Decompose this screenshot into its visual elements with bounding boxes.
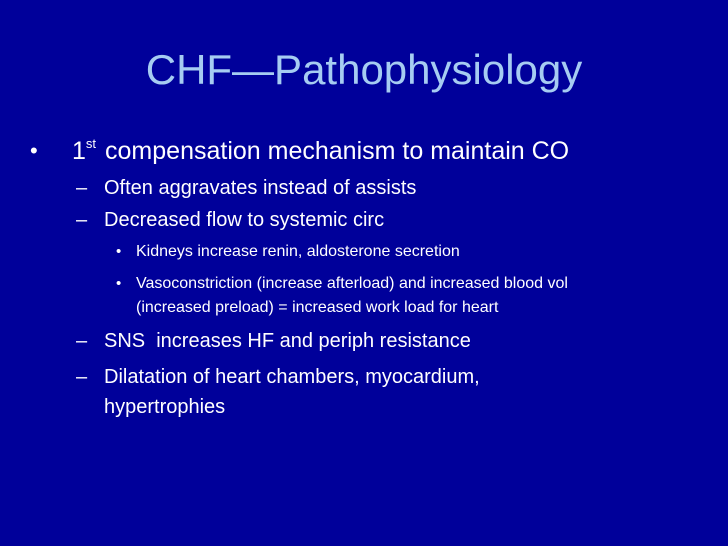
- dash-icon: –: [76, 330, 88, 352]
- dash-icon: –: [76, 366, 88, 388]
- dash-icon: –: [76, 209, 88, 231]
- bullet-dot-icon: •: [30, 138, 38, 163]
- dash-icon: –: [76, 177, 88, 199]
- bullet-text: [72, 134, 569, 168]
- bullet-superscript: st: [85, 136, 97, 151]
- subsubbullet-text-line2: (increased preload) = increased work load for heart: [136, 299, 499, 316]
- subbullet-text-line2: hypertrophies: [104, 396, 226, 418]
- bullet-body: compensation mechanism to maintain CO: [105, 137, 570, 165]
- subsubbullet-text-line1: Vasoconstriction (increase afterload) and increased blood vol: [136, 275, 568, 292]
- subbullet-text: Decreased flow to systemic circ: [104, 209, 385, 231]
- slide-title: CHF—Pathophysiology: [145, 46, 583, 93]
- subbullet-text-line1: Dilatation of heart chambers, myocardium,: [104, 366, 480, 388]
- bullet-dot-icon: •: [116, 275, 122, 292]
- subbullet-text: SNS increases HF and periph resistance: [104, 330, 471, 352]
- bullet-prefix: 1: [72, 137, 86, 165]
- subsubbullet-text: Kidneys increase renin, aldosterone secretion: [136, 243, 460, 260]
- bullet-dot-icon: •: [116, 243, 122, 260]
- subbullet-text: Often aggravates instead of assists: [104, 177, 417, 199]
